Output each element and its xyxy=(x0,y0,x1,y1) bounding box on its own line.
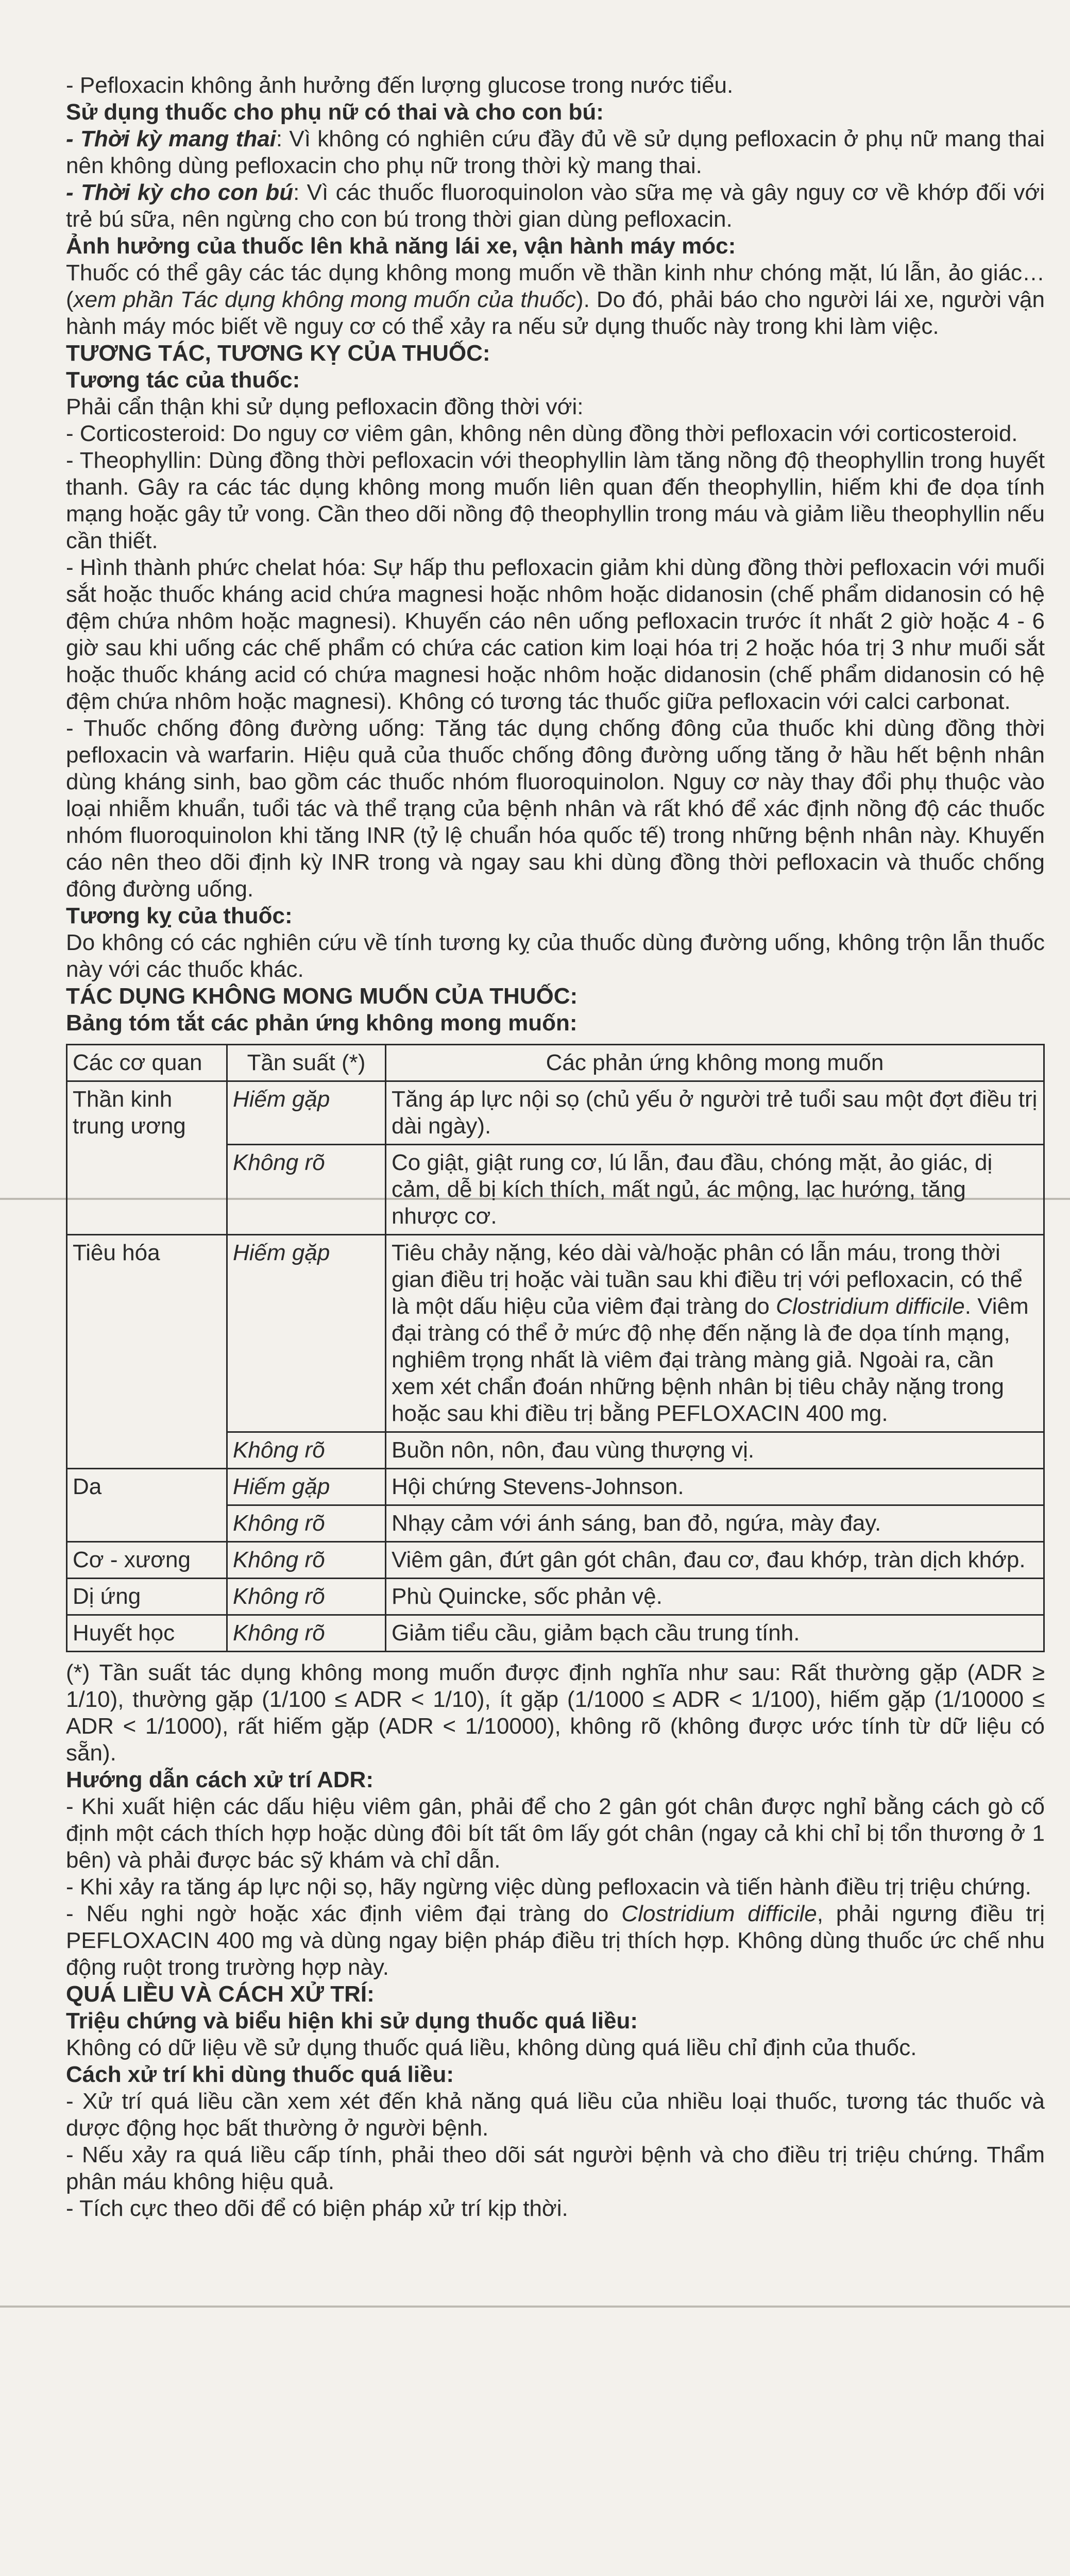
pregnancy-heading: Sử dụng thuốc cho phụ nữ có thai và cho con bú: xyxy=(66,99,604,125)
reaction-cell: Hội chứng Stevens-Johnson. xyxy=(386,1469,1044,1505)
overdose-treatment-heading: Cách xử trí khi dùng thuốc quá liều: xyxy=(66,2062,454,2087)
adverse-heading: TÁC DỤNG KHÔNG MONG MUỐN CỦA THUỐC: xyxy=(66,984,578,1009)
reaction-cell: Co giật, giật rung cơ, lú lẫn, đau đầu, chóng mặt, ảo giác, dị cảm, dễ bị kích thích, mất ngủ, ác mộng, lạc hướng, tăng nhược cơ. xyxy=(386,1145,1044,1235)
adr-3-text-italic: Clostridium difficile xyxy=(621,1901,817,1926)
pregnancy-label: - Thời kỳ mang thai xyxy=(66,126,276,151)
lactation-label: - Thời kỳ cho con bú xyxy=(66,180,294,205)
table-row xyxy=(67,1579,1044,1615)
overdose-treatment-2: - Nếu xảy ra quá liều cấp tính, phải theo dõi sát người bệnh và cho điều trị triệu chứng. Thẩm phân máu không hiệu quả. xyxy=(66,2142,1045,2194)
incompatibility-paragraph: Do không có các nghiên cứu về tính tương kỵ của thuốc dùng đường uống, không trộn lẫn thuốc này với các thuốc khác. xyxy=(66,930,1045,982)
corticosteroid-paragraph: - Corticosteroid: Do nguy cơ viêm gân, không nên dùng đồng thời pefloxacin với corticosteroid. xyxy=(66,421,1018,446)
table-row xyxy=(67,1615,1044,1652)
overdose-treatment-3: - Tích cực theo dõi để có biện pháp xử trí kịp thời. xyxy=(66,2196,568,2221)
reaction-cell: Tăng áp lực nội sọ (chủ yếu ở người trẻ tuổi sau một đợt điều trị dài ngày). xyxy=(386,1081,1044,1145)
frequency-cell: Không rõ xyxy=(227,1432,386,1469)
adr-item-3 xyxy=(66,1901,1045,1981)
incompatibility-heading: Tương kỵ của thuốc: xyxy=(66,903,293,928)
reaction-cell: Viêm gân, đứt gân gót chân, đau cơ, đau khớp, tràn dịch khớp. xyxy=(386,1542,1044,1579)
overdose-treatment-1: - Xử trí quá liều cần xem xét đến khả năng quá liều của nhiều loại thuốc, tương tác thuốc và dược động học bất thường ở người bệnh. xyxy=(66,2089,1045,2141)
organ-cell: Cơ - xương xyxy=(67,1542,227,1579)
fold-line xyxy=(0,2306,1070,2308)
adr-item-1: - Khi xuất hiện các dấu hiệu viêm gân, phải để cho 2 gân gót chân được nghỉ bằng cách gò cố định một cách thích hợp hoặc dùng đôi bít tất ôm lấy gót chân (ngay cả khi chỉ bị tổn thương ở 1 bên) và phải được bác sỹ khám và chỉ dẫn. xyxy=(66,1794,1045,1873)
chelate-paragraph: - Hình thành phức chelat hóa: Sự hấp thu pefloxacin giảm khi dùng đồng thời pefloxacin với muối sắt hoặc thuốc kháng acid chứa magnesi hoặc nhôm hoặc didanosin (chế phẩm didanosin có hệ đệm chứa nhôm hoặc magnesi). Khuyến cáo nên uống pefloxacin trước ít nhất 2 giờ hoặc 4 - 6 giờ sau khi uống các chế phẩm có chứa các cation kim loại hóa trị 2 hoặc hóa trị 3 như muối sắt hoặc thuốc kháng acid có chứa magnesi hoặc nhôm hoặc didanosin (chế phẩm didanosin có hệ đệm chứa nhôm hoặc magnesi). Không có tương tác thuốc giữa pefloxacin với calci carbonat. xyxy=(66,555,1045,714)
overdose-symptoms-text: Không có dữ liệu về sử dụng thuốc quá liều, không dùng quá liều chỉ định của thuốc. xyxy=(66,2035,917,2060)
table-row xyxy=(67,1542,1044,1579)
reaction-text-a: Tiêu chảy nặng, kéo dài và/hoặc phân có lẫn máu, trong thời gian điều trị hoặc vài tuần sau khi điều trị với pefloxacin, có thể là một dấu hiệu của viêm đại tràng do xyxy=(392,1240,1023,1319)
organ-cell: Huyết học xyxy=(67,1615,227,1652)
overdose-heading: QUÁ LIỀU VÀ CÁCH XỬ TRÍ: xyxy=(66,1981,375,2007)
intro-line: - Pefloxacin không ảnh hưởng đến lượng glucose trong nước tiểu. xyxy=(66,73,734,98)
driving-text-a: Thuốc có thể gây các tác dụng không mong muốn về thần kinh như chóng mặt, lú lẫn, ảo giác… ( xyxy=(66,260,1045,312)
adr-item-2: - Khi xảy ra tăng áp lực nội sọ, hãy ngừng việc dùng pefloxacin và tiến hành điều trị triệu chứng. xyxy=(66,1874,1031,1900)
interactions-heading: TƯƠNG TÁC, TƯƠNG KỴ CỦA THUỐC: xyxy=(66,341,490,366)
organ-cell: Tiêu hóa xyxy=(67,1235,227,1469)
reaction-cell: Giảm tiểu cầu, giảm bạch cầu trung tính. xyxy=(386,1615,1044,1652)
reaction-text-italic: Clostridium difficile xyxy=(776,1294,965,1319)
leaflet-page xyxy=(66,72,1045,2222)
pregnancy-text: : Vì không có nghiên cứu đầy đủ về sử dụng pefloxacin ở phụ nữ mang thai nên không dùng pefloxacin cho phụ nữ trong thời kỳ mang thai. xyxy=(66,126,1045,178)
adverse-reactions-table xyxy=(66,1044,1045,1652)
frequency-cell: Hiếm gặp xyxy=(227,1235,386,1432)
table-row xyxy=(67,1081,1044,1145)
reaction-cell: Phù Quincke, sốc phản vệ. xyxy=(386,1579,1044,1615)
overdose-symptoms-heading: Triệu chứng và biểu hiện khi sử dụng thuốc quá liều: xyxy=(66,2008,638,2033)
table-row xyxy=(67,1235,1044,1432)
frequency-cell: Không rõ xyxy=(227,1542,386,1579)
reaction-cell: Buồn nôn, nôn, đau vùng thượng vị. xyxy=(386,1432,1044,1469)
pregnancy-paragraph xyxy=(66,126,1045,179)
frequency-cell: Hiếm gặp xyxy=(227,1469,386,1505)
driving-text-italic: xem phần Tác dụng không mong muốn của thuốc xyxy=(73,287,576,312)
lactation-paragraph xyxy=(66,179,1045,233)
organ-cell: Dị ứng xyxy=(67,1579,227,1615)
frequency-cell: Không rõ xyxy=(227,1615,386,1652)
anticoagulant-paragraph: - Thuốc chống đông đường uống: Tăng tác dụng chống đông của thuốc khi dùng đồng thời pefloxacin và warfarin. Hiệu quả của thuốc chống đông đường uống tăng ở hầu hết bệnh nhân dùng kháng sinh, bao gồm các thuốc nhóm fluoroquinolon. Nguy cơ này thay đổi phụ thuộc vào loại nhiễm khuẩn, tuổi tác và thể trạng của bệnh nhân và rất khó để xác định nồng độ các thuốc nhóm fluoroquinolon khi tăng INR (tỷ lệ chuẩn hóa quốc tế) trong những bệnh nhân này. Khuyến cáo nên theo dõi định kỳ INR trong và ngay sau khi dùng đồng thời pefloxacin và thuốc chống đông đường uống. xyxy=(66,716,1045,902)
frequency-footnote: (*) Tần suất tác dụng không mong muốn được định nghĩa như sau: Rất thường gặp (ADR ≥ 1/10), thường gặp (1/100 ≤ ADR < 1/10), ít gặp (1/1000 ≤ ADR < 1/100), hiếm gặp (1/10000 ≤ ADR < 1/1000), rất hiếm gặp (ADR < 1/10000), không rõ (không được ước tính từ dữ liệu có sẵn). xyxy=(66,1660,1045,1766)
table-row xyxy=(67,1469,1044,1505)
frequency-cell: Không rõ xyxy=(227,1145,386,1235)
frequency-cell: Không rõ xyxy=(227,1505,386,1542)
frequency-cell: Hiếm gặp xyxy=(227,1081,386,1145)
driving-heading: Ảnh hưởng của thuốc lên khả năng lái xe, vận hành máy móc: xyxy=(66,233,736,259)
adverse-table-title: Bảng tóm tắt các phản ứng không mong muốn: xyxy=(66,1010,578,1036)
theophyllin-paragraph: - Theophyllin: Dùng đồng thời pefloxacin với theophyllin làm tăng nồng độ theophyllin trong huyết thanh. Gây ra các tác dụng không mong muốn liên quan đến theophyllin, hiếm khi đe dọa tính mạng hoặc gây tử vong. Cần theo dõi nồng độ theophyllin trong máu và giảm liều theophyllin nếu cần thiết. xyxy=(66,448,1045,553)
reaction-text-b: . Viêm đại tràng có thể ở mức độ nhẹ đến nặng là đe dọa tính mạng, nghiêm trọng nhất là viêm đại tràng màng giả. Ngoài ra, cần xem xét chẩn đoán những bệnh nhân bị tiêu chảy nặng trong hoặc sau khi điều trị bằng PEFLOXACIN 400 mg. xyxy=(392,1294,1029,1426)
interactions-subheading: Tương tác của thuốc: xyxy=(66,367,300,393)
organ-cell: Da xyxy=(67,1469,227,1542)
reaction-cell xyxy=(386,1235,1044,1432)
column-header: Các cơ quan xyxy=(67,1045,227,1081)
adr-3-text-b: , phải ngưng điều trị PEFLOXACIN 400 mg và dùng ngay biện pháp điều trị thích hợp. Không dùng thuốc ức chế nhu động ruột trong trường hợp này. xyxy=(66,1901,1045,1980)
reaction-cell: Nhạy cảm với ánh sáng, ban đỏ, ngứa, mày đay. xyxy=(386,1505,1044,1542)
column-header: Các phản ứng không mong muốn xyxy=(386,1045,1044,1081)
column-header: Tần suất (*) xyxy=(227,1045,386,1081)
interactions-intro: Phải cẩn thận khi sử dụng pefloxacin đồng thời với: xyxy=(66,394,584,419)
lactation-text: : Vì các thuốc fluoroquinolon vào sữa mẹ và gây nguy cơ về khớp đối với trẻ bú sữa, nên ngừng cho con bú trong thời gian dùng pefloxacin. xyxy=(66,180,1045,232)
driving-paragraph xyxy=(66,260,1045,340)
frequency-cell: Không rõ xyxy=(227,1579,386,1615)
organ-cell: Thần kinh trung ương xyxy=(67,1081,227,1235)
adr-heading: Hướng dẫn cách xử trí ADR: xyxy=(66,1767,373,1792)
driving-text-b: ). Do đó, phải báo cho người lái xe, người vận hành máy móc biết về nguy cơ có thể xảy ra nếu sử dụng thuốc này trong khi làm việc. xyxy=(66,287,1045,339)
table-header-row xyxy=(67,1045,1044,1081)
adr-3-text-a: - Nếu nghi ngờ hoặc xác định viêm đại tràng do xyxy=(66,1901,622,1926)
